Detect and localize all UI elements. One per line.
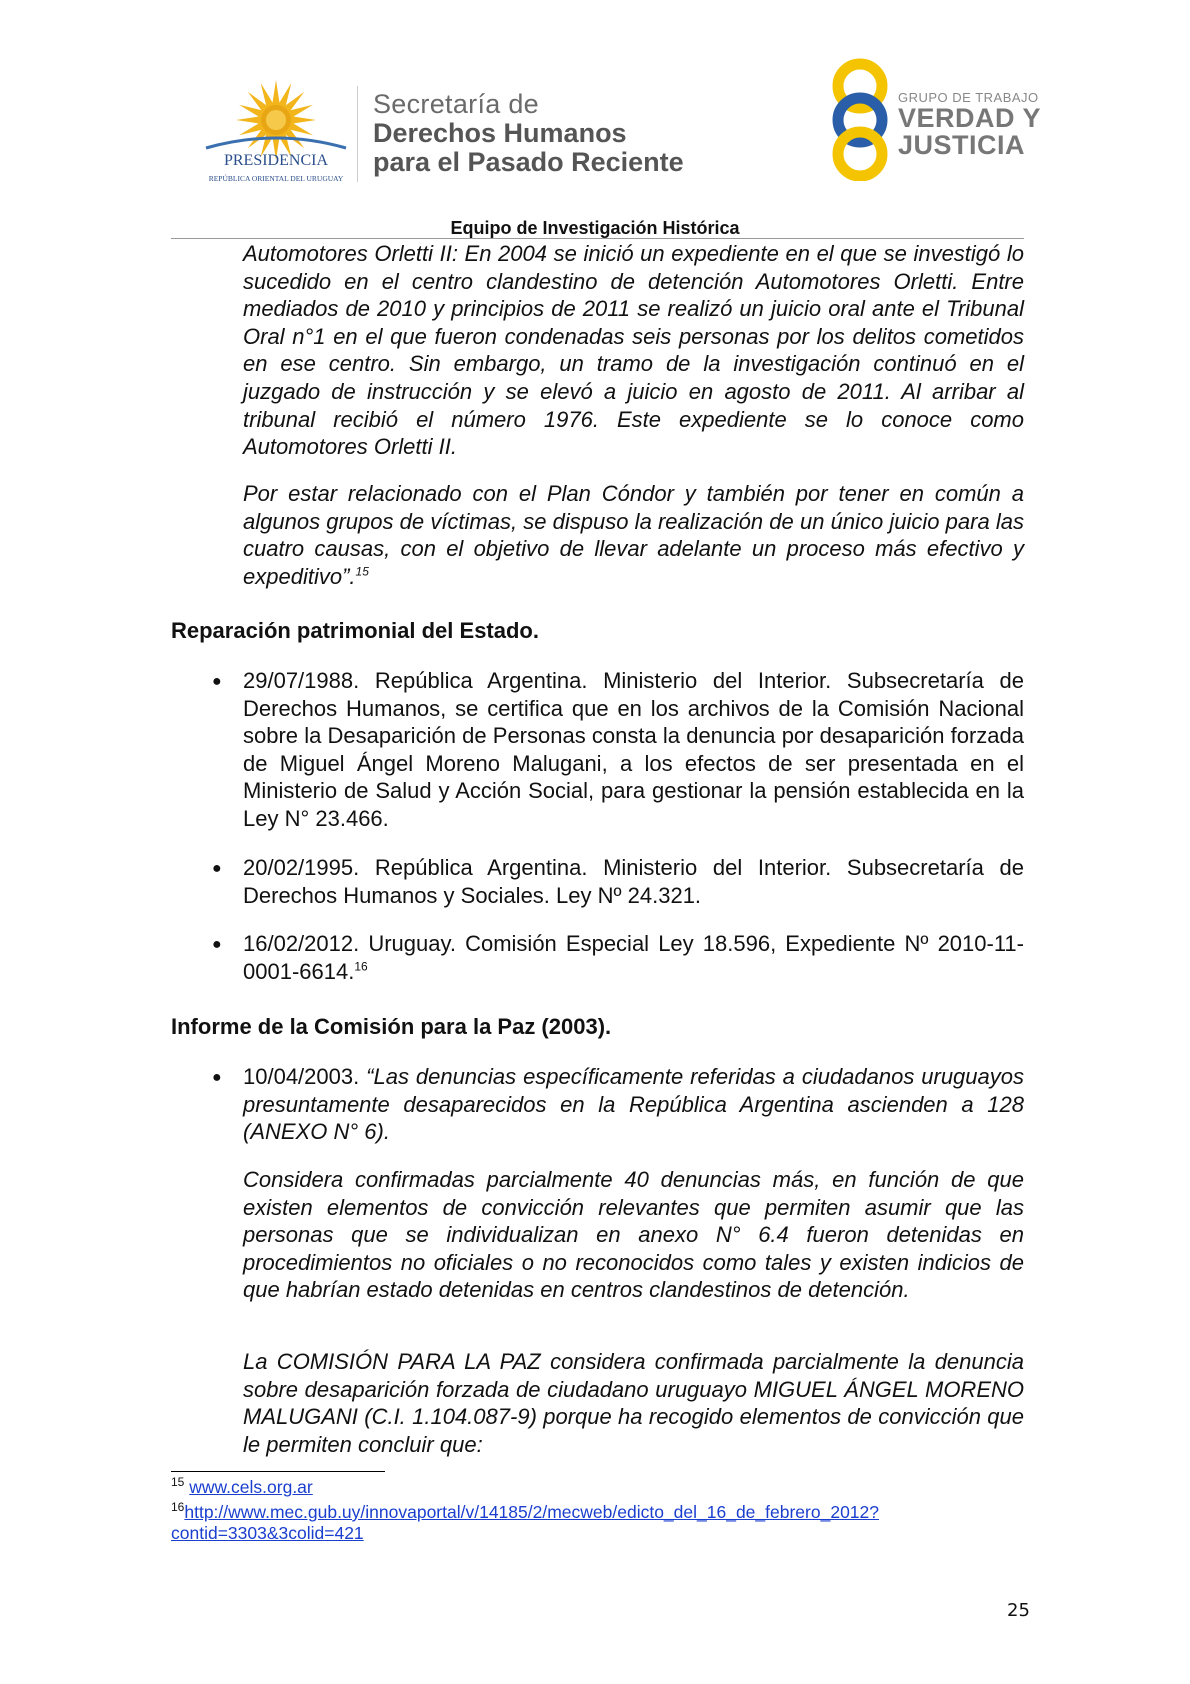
paragraph-considera: Considera confirmadas parcialmente 40 denuncias más, en función de que existen elementos de convicción relevantes que permiten asumir que las personas que se individualizan en anexo N° 6.4 fueron detenidas en procedimientos no oficiales o no reconocidos como tales y existen indicios de que habrían estado detenidas en centros clandestinos de detención. [243,1167,1024,1303]
list-item-1988: 29/07/1988. República Argentina. Ministerio del Interior. Subsecretaría de Derechos Humanos, se certifica que en los archivos de la Comisión Nacional sobre la Desaparición de Personas consta la denuncia por desaparición forzada de Miguel Ángel Moreno Malugani, a los efectos de ser presentada en el Ministerio de Salud y Acción Social, para gestionar la pensión establecida en la Ley N° 23.466. [243,668,1024,831]
presidencia-logo [196,78,356,188]
secretaria-line-1: Secretaría de [373,89,539,119]
grupo-line-2: VERDAD Y [898,103,1042,133]
secretaria-line-3: para el Pasado Reciente [373,147,684,177]
list-item-2003-date: 10/04/2003. [243,1064,360,1089]
bullet-icon: ● [212,1069,222,1086]
list-item-2012 [243,930,1024,985]
bullet-icon: ● [212,673,222,690]
grupo-trabajo-title [898,90,1041,159]
footnote-ref-16: 16 [354,959,368,974]
secretaria-title [373,90,684,177]
heading-reparacion: Reparación patrimonial del Estado. [171,618,539,643]
heading-informe: Informe de la Comisión para la Paz (2003). [171,1014,612,1039]
list-item-1995: 20/02/1995. República Argentina. Ministerio del Interior. Subsecretaría de Derechos Humanos y Sociales. Ley Nº 24.321. [243,855,1024,908]
list-item-2003-quote: “Las denuncias específicamente referidas a ciudadanos uruguayos presuntamente desaparecidos en la República Argentina ascienden a 128 (ANEXO N° 6). [243,1064,1024,1145]
footnote-ref-15: 15 [355,564,369,579]
grupo-line-3: JUSTICIA [898,130,1026,160]
footnote-16 [171,1502,879,1544]
footnote-15-link[interactable]: www.cels.org.ar [189,1477,313,1497]
footnote-15-number: 15 [171,1475,185,1490]
bullet-icon: ● [212,860,222,877]
page-number: 25 [1007,1600,1030,1621]
footnote-16-link-line-1[interactable]: http://www.mec.gub.uy/innovaportal/v/14185/2/mecweb/edicto_del_16_de_febrero_2012? [184,1502,879,1522]
footnote-16-link-line-2[interactable]: contid=3303&3colid=421 [171,1523,364,1543]
list-item-2012-text: 16/02/2012. Uruguay. Comisión Especial Ley 18.596, Expediente Nº 2010-11-0001-6614. [243,931,1024,984]
bullet-icon: ● [212,936,222,953]
footnote-15 [171,1477,313,1498]
sun-emblem-icon [196,78,356,188]
paragraph-condor [243,480,1024,590]
paragraph-comision: La COMISIÓN PARA LA PAZ considera confirmada parcialmente la denuncia sobre desaparición forzada de ciudadano uruguayo MIGUEL ÁNGEL MORENO MALUGANI (C.I. 1.104.087-9) porque ha recogido elementos de convicción que le permiten concluir que: [243,1349,1024,1457]
presidencia-logo-title: PRESIDENCIA [223,152,329,169]
paragraph-condor-text: Por estar relacionado con el Plan Cóndor y también por tener en común a algunos grupos de víctimas, se dispuso la realización de un único juicio para las cuatro causas, con el objetivo de llevar adelante un proceso más efectivo y expeditivo”. [243,481,1024,589]
presidencia-logo-subtitle: REPÚBLICA ORIENTAL DEL URUGUAY [208,174,344,183]
footnote-rule [171,1471,385,1472]
grupo-line-1: GRUPO DE TRABAJO [898,90,1039,105]
header-rule [171,238,1024,239]
paragraph-orletti: Automotores Orletti II: En 2004 se inició un expediente en el que se investigó lo sucedido en el centro clandestino de detención Automotores Orletti. Entre mediados de 2010 y principios de 2011 se realizó un juicio oral ante el Tribunal Oral n°1 en el que fueron condenadas seis personas por los delitos cometidos en ese centro. Sin embargo, un tramo de la investigación continuó en el juzgado de instrucción y se elevó a juicio en agosto de 2011. Al arribar al tribunal recibió el número 1976. Este expediente se lo conoce como Automotores Orletti II. [243,241,1024,460]
list-item-2003 [243,1063,1024,1146]
team-heading: Equipo de Investigación Histórica [450,218,740,238]
footnote-16-number: 16 [171,1500,185,1515]
logo-divider [357,86,358,182]
secretaria-line-2: Derechos Humanos [373,118,627,148]
